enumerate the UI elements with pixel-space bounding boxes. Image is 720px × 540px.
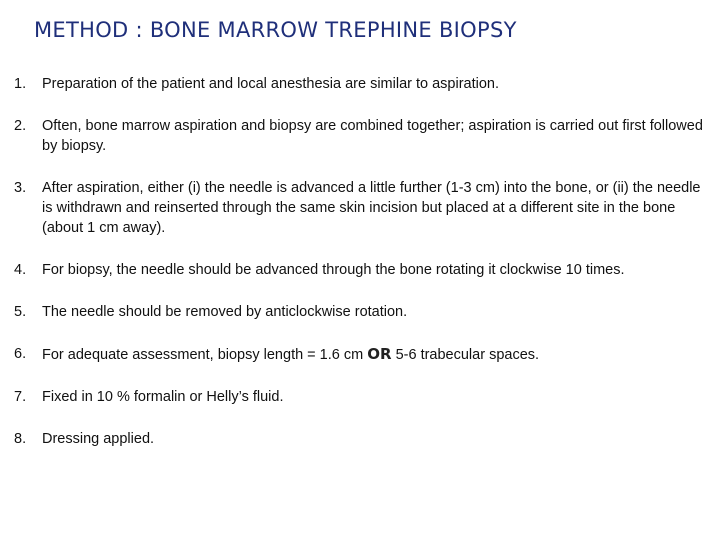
step-number: 2. xyxy=(14,118,27,134)
step-text: The needle should be removed by anticlockwise rotation. xyxy=(42,304,408,320)
step-number: 5. xyxy=(14,304,27,320)
step-number: 6. xyxy=(14,346,27,362)
method-steps-list xyxy=(14,74,706,471)
step-text: Fixed in 10 % formalin or Helly’s fluid. xyxy=(42,389,284,405)
step-text: Preparation of the patient and local anesthesia are similar to aspiration. xyxy=(42,76,500,92)
step-text: For biopsy, the needle should be advanced through the bone rotating it clockwise 10 times. xyxy=(42,262,625,278)
step-number: 3. xyxy=(14,180,27,196)
step-number: 7. xyxy=(14,389,27,405)
step-number: 4. xyxy=(14,262,27,278)
list-item xyxy=(14,302,706,322)
step-text: Dressing applied. xyxy=(42,431,155,447)
page-title: METHOD : BONE MARROW TREPHINE BIOPSY xyxy=(34,18,517,42)
step-number: 1. xyxy=(14,76,27,92)
list-item xyxy=(14,116,706,156)
step-text xyxy=(42,344,706,365)
step-text-before: For adequate assessment, biopsy length = 1.6 cm xyxy=(42,347,364,363)
step-text: After aspiration, either (i) the needle is advanced a little further (1-3 cm) into the bone, or (ii) the needle is withdrawn and reinserted through the same skin incision but placed at a different site in the bone (about 1 cm away). xyxy=(42,180,701,236)
step-text: Often, bone marrow aspiration and biopsy are combined together; aspiration is carried out first followed by biopsy. xyxy=(42,118,703,154)
list-item xyxy=(14,429,706,449)
step-text-after: 5-6 trabecular spaces. xyxy=(395,347,540,363)
list-item xyxy=(14,178,706,238)
list-item xyxy=(14,260,706,280)
list-item xyxy=(14,344,706,365)
list-item xyxy=(14,387,706,407)
list-item xyxy=(14,74,706,94)
step-number: 8. xyxy=(14,431,27,447)
or-emphasis: OR xyxy=(367,345,392,363)
